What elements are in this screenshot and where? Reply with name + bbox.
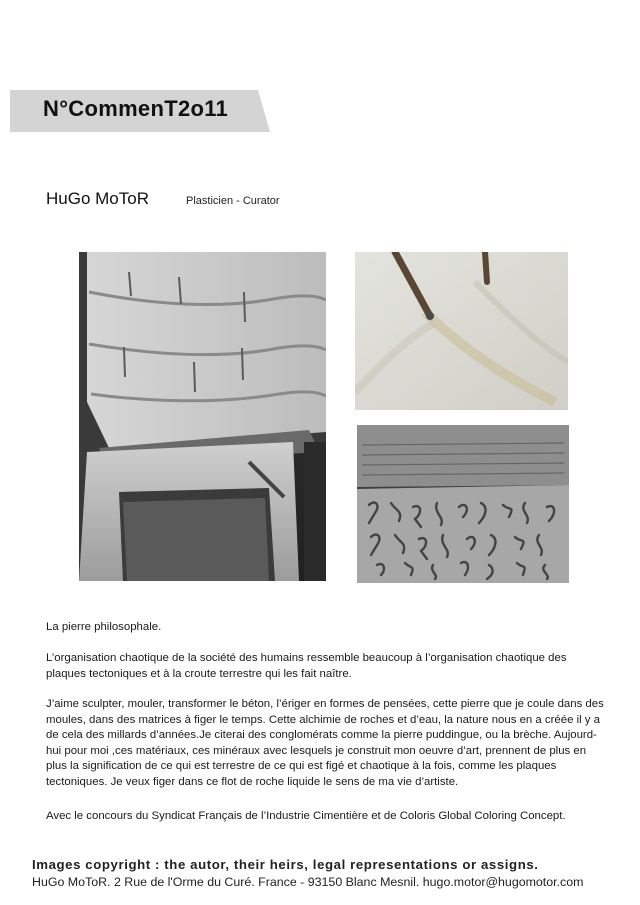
artist-name: HuGo MoToR bbox=[46, 189, 149, 208]
photo-concrete-surface bbox=[355, 252, 568, 410]
title-banner bbox=[10, 90, 270, 132]
body-paragraph: J’aime sculpter, mouler, transformer le béton, l’ériger en formes de pensées, cette pierre que je coule dans des moules, dans des matrices à figer le temps. Cette alchimie de roches et d’eau, la nature nous en a créée il y a de cela des millards d’années.Je citerai des conglomérats comme la pierre puddingue, ou la brèche. Aujourd-hui pour moi ,ces matériaux, ces minéraux avec lesquels je construit mon oeuvre d’art, prennent de plus en plus la signification de ce qui est terrestre de ce qui est figé et chaotique à la fois, comme les plaques tectoniques. Je veux figer dans ce flot de roche liquide le sens de ma vie d’artiste. bbox=[46, 698, 604, 788]
copyright-notice: Images copyright : the autor, their heirs, legal representations or assigns. bbox=[32, 857, 539, 872]
artist-role: Plasticien - Curator bbox=[186, 195, 280, 207]
body-paragraph: L’organisation chaotique de la société des humains ressemble beaucoup à l’organisation chaotique des plaques tectoniques et à la croute terrestre qui les fait naître. bbox=[46, 652, 567, 680]
body-paragraph: Avec le concours du Syndicat Français de l’Industrie Cimentière et de Coloris Global Coloring Concept. bbox=[46, 810, 566, 822]
body-heading: La pierre philosophale. bbox=[46, 621, 162, 633]
page-title: N°CommenT2o11 bbox=[43, 96, 229, 121]
photo-embossed-pattern bbox=[357, 425, 569, 583]
contact-address: HuGo MoToR. 2 Rue de l'Orme du Curé. France - 93150 Blanc Mesnil. hugo.motor@hugomotor.com bbox=[32, 875, 584, 889]
photo-sculpted-concrete bbox=[79, 252, 326, 581]
